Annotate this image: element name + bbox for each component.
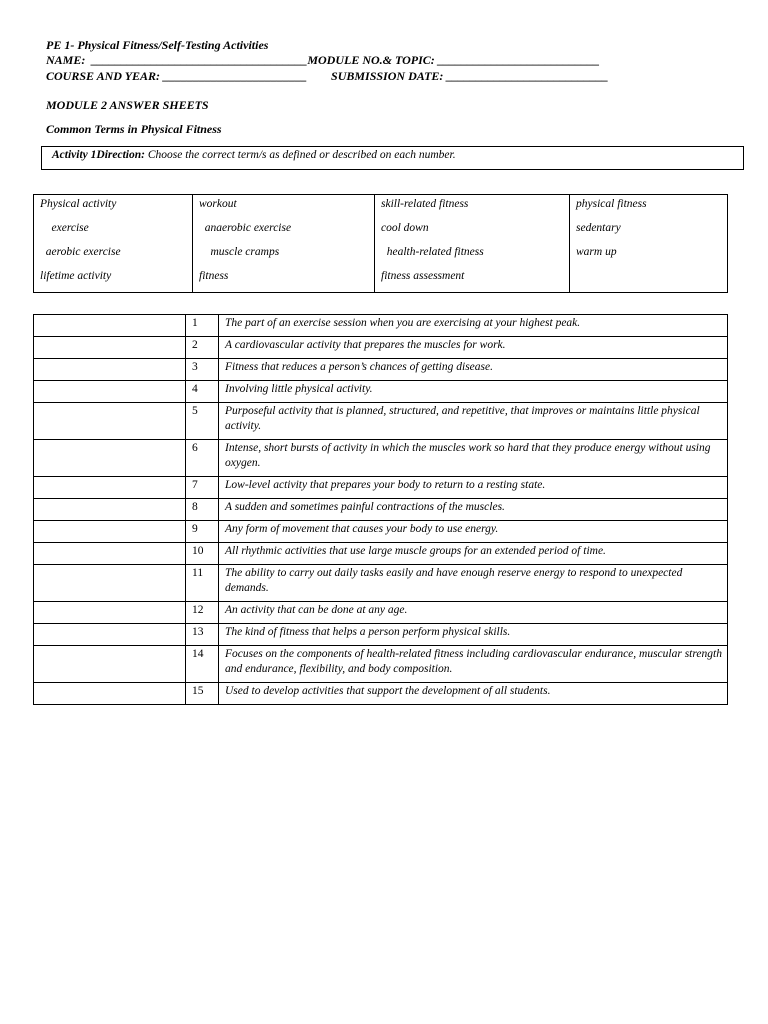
table-row (34, 521, 728, 543)
answer-blank-cell[interactable] (34, 477, 186, 499)
question-text: The ability to carry out daily tasks easily and have enough reserve energy to respond to unexpected demands. (219, 565, 728, 602)
answer-blank-cell[interactable] (34, 683, 186, 705)
table-row (34, 359, 728, 381)
answer-blank-cell[interactable] (34, 359, 186, 381)
activity-direction-box (41, 146, 744, 170)
table-row (34, 440, 728, 477)
question-number: 5 (186, 403, 219, 440)
table-row (34, 477, 728, 499)
answer-blank-cell[interactable] (34, 381, 186, 403)
term: anaerobic exercise (199, 222, 292, 234)
terms-table (33, 194, 728, 293)
question-text: Intense, short bursts of activity in which the muscles work so hard that they produce energy without using oxygen. (219, 440, 728, 477)
table-row (34, 624, 728, 646)
answer-blank-cell[interactable] (34, 440, 186, 477)
table-row (34, 403, 728, 440)
question-text: Involving little physical activity. (219, 381, 728, 403)
term: Physical activity (40, 198, 117, 210)
term: health-related fitness (381, 246, 484, 258)
question-number: 13 (186, 624, 219, 646)
question-text: A cardiovascular activity that prepares the muscles for work. (219, 337, 728, 359)
question-text: Any form of movement that causes your body to use energy. (219, 521, 728, 543)
question-text: The kind of fitness that helps a person perform physical skills. (219, 624, 728, 646)
name-module-line: NAME: ____________________________________MODULE NO.& TOPIC: ___________________________ (46, 53, 600, 67)
question-number: 7 (186, 477, 219, 499)
activity-direction-text: Choose the correct term/s as defined or described on each number. (144, 149, 456, 161)
term: aerobic exercise (40, 246, 121, 258)
question-number: 6 (186, 440, 219, 477)
terms-column (570, 195, 728, 293)
table-row (34, 646, 728, 683)
term: warm up (576, 246, 617, 258)
answer-blank-cell[interactable] (34, 602, 186, 624)
section-subtitle: Common Terms in Physical Fitness (46, 122, 222, 136)
question-number: 10 (186, 543, 219, 565)
answer-blank-cell[interactable] (34, 499, 186, 521)
table-row (34, 499, 728, 521)
question-text: An activity that can be done at any age. (219, 602, 728, 624)
question-text: All rhythmic activities that use large muscle groups for an extended period of time. (219, 543, 728, 565)
question-text: Focuses on the components of health-related fitness including cardiovascular endurance, muscular strength and endurance, flexibility, and body composition. (219, 646, 728, 683)
term: fitness assessment (381, 270, 465, 282)
question-text: Purposeful activity that is planned, structured, and repetitive, that improves or maintains little physical activity. (219, 403, 728, 440)
term: skill-related fitness (381, 198, 469, 210)
question-number: 4 (186, 381, 219, 403)
activity-label: Activity 1Direction: (52, 149, 145, 161)
terms-column (34, 195, 193, 293)
terms-column (375, 195, 570, 293)
term: physical fitness (576, 198, 647, 210)
question-number: 15 (186, 683, 219, 705)
question-number: 1 (186, 315, 219, 337)
module-heading: MODULE 2 ANSWER SHEETS (46, 98, 209, 112)
question-text: Fitness that reduces a person’s chances of getting disease. (219, 359, 728, 381)
question-text: A sudden and sometimes painful contractions of the muscles. (219, 499, 728, 521)
table-row (34, 602, 728, 624)
term: sedentary (576, 222, 621, 234)
question-number: 9 (186, 521, 219, 543)
answer-blank-cell[interactable] (34, 403, 186, 440)
question-number: 11 (186, 565, 219, 602)
answer-blank-cell[interactable] (34, 543, 186, 565)
term (576, 268, 727, 292)
answer-table (33, 314, 728, 705)
table-row (34, 315, 728, 337)
question-text: The part of an exercise session when you are exercising at your highest peak. (219, 315, 728, 337)
term: cool down (381, 222, 429, 234)
question-number: 3 (186, 359, 219, 381)
document-title: PE 1- Physical Fitness/Self-Testing Activities (46, 38, 269, 52)
term: workout (199, 198, 237, 210)
question-number: 8 (186, 499, 219, 521)
term: exercise (40, 222, 89, 234)
answer-blank-cell[interactable] (34, 315, 186, 337)
table-row (34, 337, 728, 359)
question-number: 12 (186, 602, 219, 624)
table-row (34, 565, 728, 602)
table-row (34, 381, 728, 403)
answer-blank-cell[interactable] (34, 337, 186, 359)
term: fitness (199, 270, 229, 282)
table-row (34, 683, 728, 705)
answer-blank-cell[interactable] (34, 624, 186, 646)
answer-blank-cell[interactable] (34, 646, 186, 683)
question-text: Used to develop activities that support the development of all students. (219, 683, 728, 705)
answer-blank-cell[interactable] (34, 565, 186, 602)
table-row (34, 543, 728, 565)
terms-column (193, 195, 375, 293)
question-number: 14 (186, 646, 219, 683)
term: lifetime activity (40, 270, 112, 282)
course-submission-line: COURSE AND YEAR: ________________________ SUBMISSION DATE: ___________________________ (46, 69, 609, 83)
answer-blank-cell[interactable] (34, 521, 186, 543)
question-text: Low-level activity that prepares your body to return to a resting state. (219, 477, 728, 499)
question-number: 2 (186, 337, 219, 359)
term: muscle cramps (199, 246, 280, 258)
